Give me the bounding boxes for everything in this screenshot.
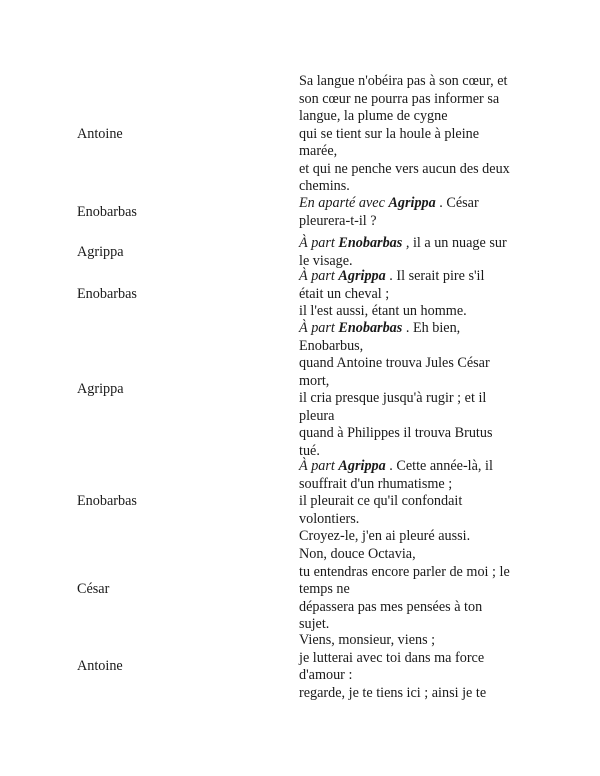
stage-direction: Agrippa [338, 458, 386, 474]
speech-line [299, 616, 539, 634]
speech-segment: dépassera pas mes pensées à ton [299, 598, 483, 615]
speech-line [299, 390, 539, 408]
speech-line [299, 511, 539, 529]
speech-segment: pleurera-t-il ? [299, 212, 377, 229]
speaker-name: Agrippa [77, 243, 124, 260]
speech-segment: Enobarbus, [299, 337, 364, 354]
speech-line [299, 303, 539, 321]
speech-segment: marée, [299, 143, 338, 159]
speech-line [299, 458, 539, 476]
stage-direction: Agrippa [338, 268, 386, 284]
speech-line [299, 73, 539, 91]
speech-text [299, 235, 539, 270]
speaker-name: Antoine [77, 658, 123, 675]
speech-segment: quand à Philippes il trouva Brutus [299, 425, 493, 441]
speech-segment: qui se tient sur la houle à pleine [299, 125, 480, 142]
speech-line [299, 685, 539, 703]
speech-line [299, 581, 539, 599]
stage-direction: À part [299, 268, 339, 284]
speech-line [299, 268, 539, 286]
speech-line [299, 528, 539, 546]
stage-direction: Enobarbas [338, 235, 403, 251]
speech-segment: souffrait d'un rhumatisme ; [299, 475, 453, 492]
speech-line [299, 338, 539, 356]
speech-line [299, 213, 539, 231]
speech-segment: il cria presque jusqu'à rugir ; et il [299, 390, 487, 406]
speech-segment: pleura [299, 407, 335, 424]
speech-segment: je lutterai avec toi dans ma force [299, 649, 485, 666]
speech-line [299, 235, 539, 253]
speech-segment: il l'est aussi, étant un homme. [299, 303, 467, 319]
speech-text [299, 73, 539, 196]
stage-direction: Enobarbas [338, 320, 403, 336]
speech-segment: et qui ne penche vers aucun des deux [299, 160, 510, 177]
speech-line [299, 650, 539, 668]
speech-line [299, 373, 539, 391]
speech-line [299, 286, 539, 304]
speech-segment: temps ne [299, 581, 350, 597]
speech-line [299, 126, 539, 144]
stage-direction: À part [299, 458, 339, 474]
speech-segment: il pleurait ce qu'il confondait [299, 493, 463, 509]
speech-segment: . Il serait pire s'il [385, 268, 485, 284]
speech-line [299, 564, 539, 582]
speech-line [299, 599, 539, 617]
speech-text [299, 195, 539, 230]
speech-segment: . Eh bien, [402, 320, 461, 336]
speech-segment: langue, la plume de cygne [299, 108, 448, 124]
speech-line [299, 408, 539, 426]
speech-segment: Non, douce Octavia, [299, 546, 416, 562]
speaker-name: Agrippa [77, 381, 124, 398]
speech-segment: chemins. [299, 178, 350, 194]
speech-segment: son cœur ne pourra pas informer sa [299, 90, 500, 107]
speech-line [299, 425, 539, 443]
speech-text [299, 632, 539, 702]
speech-text [299, 320, 539, 460]
stage-direction: En aparté avec [299, 195, 389, 211]
speech-line [299, 476, 539, 494]
speaker-name: Antoine [77, 125, 123, 142]
speech-segment: quand Antoine trouva Jules César [299, 355, 490, 371]
speech-line [299, 108, 539, 126]
speaker-name: César [77, 581, 110, 597]
speech-line [299, 91, 539, 109]
speech-segment: il a un nuage sur [409, 235, 507, 251]
speech-segment: était un cheval ; [299, 285, 390, 302]
speech-segment: sujet. [299, 616, 330, 632]
speech-segment: Croyez-le, j'en ai pleuré aussi. [299, 528, 471, 544]
speech-segment: tu entendras encore parler de moi ; le [299, 563, 510, 580]
speech-line [299, 355, 539, 373]
speech-line [299, 493, 539, 511]
speech-text [299, 268, 539, 321]
speech-segment: . César [435, 195, 479, 211]
speech-segment: tué. [299, 442, 320, 459]
speech-segment: regarde, je te tiens ici ; ainsi je te [299, 684, 487, 701]
stage-direction: À part [299, 320, 339, 336]
speech-segment: . Cette année-là, il [385, 458, 493, 474]
speech-line [299, 143, 539, 161]
speaker-name: Enobarbas [77, 493, 137, 509]
speech-segment: Sa langue n'obéira pas à son cœur, et [299, 73, 508, 89]
speech-line [299, 546, 539, 564]
speech-line [299, 195, 539, 213]
speech-line [299, 178, 539, 196]
stage-direction: À part [299, 235, 339, 251]
speech-line [299, 161, 539, 179]
stage-direction: Agrippa [388, 195, 436, 211]
speech-segment: mort, [299, 372, 330, 389]
speaker-name: Enobarbas [77, 203, 137, 220]
speaker-name: Enobarbas [77, 285, 137, 302]
speech-line [299, 632, 539, 650]
speech-text [299, 546, 539, 634]
speech-segment: d'amour : [299, 667, 353, 683]
speech-segment: Viens, monsieur, viens ; [299, 632, 436, 648]
speech-segment: volontiers. [299, 510, 360, 527]
speech-text [299, 458, 539, 546]
speech-line [299, 667, 539, 685]
speech-line [299, 320, 539, 338]
stage-direction: , [402, 235, 410, 251]
speech-segment: le visage. [299, 252, 353, 269]
